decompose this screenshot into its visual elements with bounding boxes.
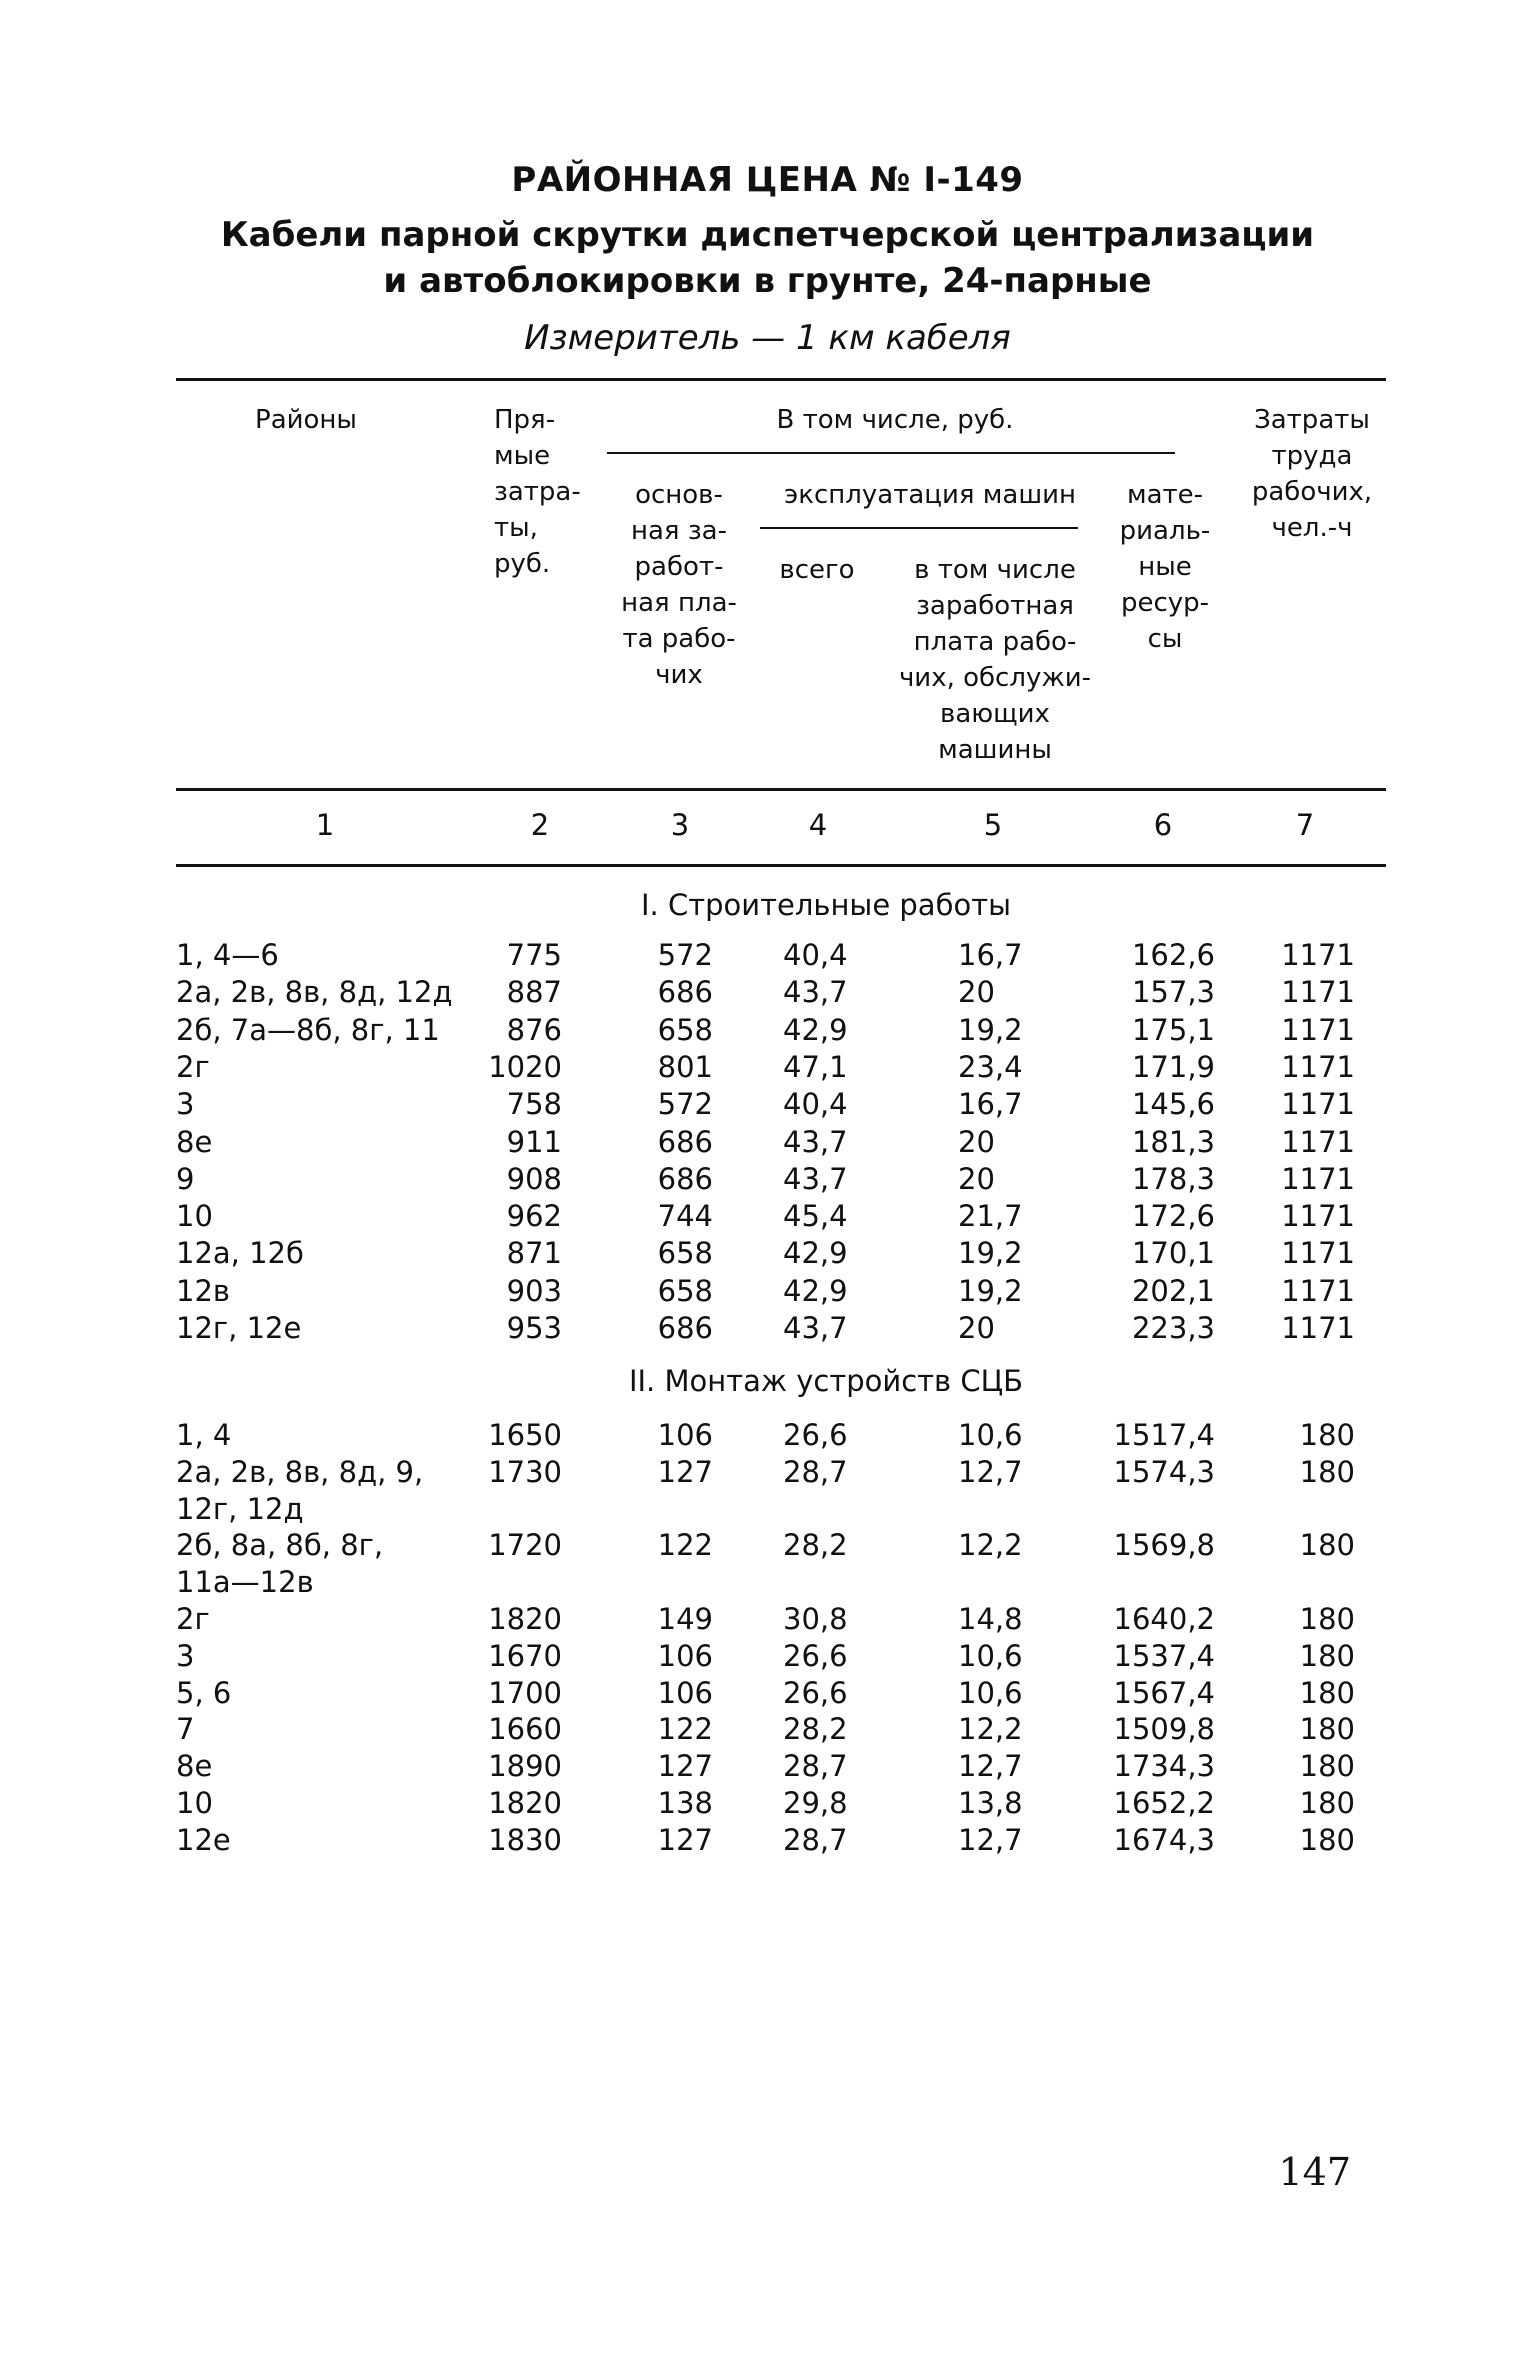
table-cell: 1820 xyxy=(488,1786,562,1820)
table-cell: 180 xyxy=(1299,1712,1355,1747)
table-cell: 171,9 xyxy=(1131,1049,1215,1084)
table-cell: 12,7 xyxy=(958,1749,1023,1784)
table-cell: 911 xyxy=(506,1124,562,1159)
table-cell: 21,7 xyxy=(958,1199,1023,1234)
row-label: 2б, 8а, 8б, 8г, xyxy=(176,1528,384,1563)
table-cell: 658 xyxy=(657,1273,713,1308)
row-label: 2а, 2в, 8в, 8д, 12д xyxy=(176,975,453,1010)
table-cell: 180 xyxy=(1299,1749,1355,1784)
table-cell: 122 xyxy=(657,1712,713,1747)
header-pryamye: Пря- мые затра- ты, руб. xyxy=(494,405,581,579)
header-zatraty: Затраты труда рабочих, чел.-ч xyxy=(1251,405,1373,543)
table-cell: 157,3 xyxy=(1131,975,1215,1010)
table-cell: 744 xyxy=(657,1199,713,1234)
table-cell: 12,7 xyxy=(958,1822,1023,1857)
row-label: 12в xyxy=(176,1273,230,1308)
top-rule xyxy=(176,378,1386,381)
column-number: 6 xyxy=(1153,808,1173,842)
header-osnov: основ- ная за- работ- ная пла- та рабо- чих xyxy=(621,480,737,690)
table-cell: 908 xyxy=(506,1161,562,1196)
table-cell: 180 xyxy=(1299,1786,1355,1820)
table-cell: 16,7 xyxy=(958,1087,1023,1122)
row-label: 2б, 7а—8б, 8г, 11 xyxy=(176,1012,440,1047)
table-cell: 26,6 xyxy=(783,1638,848,1673)
table-cell: 138 xyxy=(657,1786,713,1820)
table-cell: 180 xyxy=(1299,1528,1355,1563)
table-cell: 42,9 xyxy=(783,1273,848,1308)
section2-title: ІІ. Монтаж устройств СЦБ xyxy=(628,1364,1024,1398)
table-cell: 19,2 xyxy=(958,1273,1023,1308)
table-cell: 1517,4 xyxy=(1113,1418,1215,1452)
table-cell: 162,6 xyxy=(1131,938,1215,972)
table-cell: 43,7 xyxy=(783,1161,848,1196)
table-cell: 1734,3 xyxy=(1113,1749,1215,1784)
table-cell: 876 xyxy=(506,1012,562,1047)
row-label: 7 xyxy=(176,1712,195,1747)
table-cell: 42,9 xyxy=(783,1236,848,1271)
table-cell: 1674,3 xyxy=(1113,1822,1215,1857)
table-cell: 127 xyxy=(657,1749,713,1784)
table-cell: 1700 xyxy=(488,1675,562,1710)
column-number: 7 xyxy=(1295,808,1315,842)
table-cell: 180 xyxy=(1299,1822,1355,1857)
table-cell: 26,6 xyxy=(783,1418,848,1452)
table-cell: 1660 xyxy=(488,1712,562,1747)
table-cell: 28,2 xyxy=(783,1528,848,1563)
table-cell: 20 xyxy=(958,1124,995,1159)
table-cell: 953 xyxy=(506,1311,562,1345)
table-cell: 180 xyxy=(1299,1418,1355,1452)
table-cell: 12,7 xyxy=(958,1454,1023,1489)
table-cell: 1890 xyxy=(488,1749,562,1784)
table-cell: 40,4 xyxy=(783,938,848,972)
table-cell: 1171 xyxy=(1281,938,1355,972)
table-cell: 12,2 xyxy=(958,1712,1023,1747)
table-cell: 1730 xyxy=(488,1454,562,1489)
table-cell: 1650 xyxy=(488,1418,562,1452)
row-label: 2г xyxy=(176,1602,210,1636)
row-label: 2а, 2в, 8в, 8д, 9, xyxy=(176,1454,424,1489)
column-number: 2 xyxy=(530,808,550,842)
table-cell: 1670 xyxy=(488,1638,562,1673)
row-label: 12а, 12б xyxy=(176,1236,304,1271)
table-cell: 1171 xyxy=(1281,1311,1355,1345)
table-cell: 145,6 xyxy=(1131,1087,1215,1122)
row-label: 11а—12в xyxy=(176,1565,314,1600)
table-cell: 23,4 xyxy=(958,1049,1023,1084)
table-cell: 45,4 xyxy=(783,1199,848,1234)
section1-title: І. Строительные работы xyxy=(640,888,1011,922)
column-number: 1 xyxy=(315,808,335,842)
table-cell: 175,1 xyxy=(1131,1012,1215,1047)
table-cell: 106 xyxy=(657,1418,713,1452)
table-cell: 106 xyxy=(657,1638,713,1673)
table-cell: 1171 xyxy=(1281,975,1355,1010)
table-cell: 42,9 xyxy=(783,1012,848,1047)
row-label: 8е xyxy=(176,1749,213,1784)
table-cell: 1171 xyxy=(1281,1087,1355,1122)
row-label: 1, 4—6 xyxy=(176,938,279,972)
table-cell: 20 xyxy=(958,1311,995,1345)
row-label: 10 xyxy=(176,1786,213,1820)
table-cell: 1171 xyxy=(1281,1161,1355,1196)
table-cell: 686 xyxy=(657,1311,713,1345)
document-subtitle xyxy=(0,212,1535,304)
table-cell: 10,6 xyxy=(958,1418,1023,1452)
header-mater: мате- риаль- ные ресур- сы xyxy=(1119,480,1211,654)
table-cell: 28,2 xyxy=(783,1712,848,1747)
table-cell: 170,1 xyxy=(1131,1236,1215,1271)
table-cell: 127 xyxy=(657,1822,713,1857)
table-cell: 1640,2 xyxy=(1113,1602,1215,1636)
table-cell: 26,6 xyxy=(783,1675,848,1710)
row-label: 1, 4 xyxy=(176,1418,232,1452)
table-cell: 47,1 xyxy=(783,1049,848,1084)
row-label: 5, 6 xyxy=(176,1675,232,1710)
table-cell: 172,6 xyxy=(1131,1199,1215,1234)
table-cell: 10,6 xyxy=(958,1675,1023,1710)
table-cell: 149 xyxy=(657,1602,713,1636)
table-cell: 14,8 xyxy=(958,1602,1023,1636)
table-cell: 686 xyxy=(657,1161,713,1196)
header-rayony: Районы xyxy=(255,405,357,435)
table-cell: 887 xyxy=(506,975,562,1010)
table-cell: 1171 xyxy=(1281,1199,1355,1234)
table-cell: 686 xyxy=(657,1124,713,1159)
table-cell: 29,8 xyxy=(783,1786,848,1820)
table-cell: 903 xyxy=(506,1273,562,1308)
colnum-bottom-rule xyxy=(176,864,1386,867)
table-cell: 223,3 xyxy=(1131,1311,1215,1345)
table-cell: 658 xyxy=(657,1236,713,1271)
table-cell: 1171 xyxy=(1281,1273,1355,1308)
measure-unit: Измеритель — 1 км кабеля xyxy=(524,318,1011,358)
table-cell: 28,7 xyxy=(783,1749,848,1784)
table-cell: 1171 xyxy=(1281,1049,1355,1084)
table-cell: 12,2 xyxy=(958,1528,1023,1563)
header-bottom-rule xyxy=(176,788,1386,791)
table-cell: 1652,2 xyxy=(1113,1786,1215,1820)
table-cell: 1720 xyxy=(488,1528,562,1563)
header-ekspl: эксплуатация машин xyxy=(783,480,1077,510)
table-cell: 28,7 xyxy=(783,1454,848,1489)
table-cell: 775 xyxy=(506,938,562,972)
table-cell: 180 xyxy=(1299,1602,1355,1636)
table-cell: 43,7 xyxy=(783,975,848,1010)
table-cell: 1171 xyxy=(1281,1012,1355,1047)
table-cell: 106 xyxy=(657,1675,713,1710)
table-cell: 202,1 xyxy=(1131,1273,1215,1308)
page-number: 147 xyxy=(1278,2150,1351,2194)
header-vtom-rule xyxy=(607,452,1175,454)
table-cell: 127 xyxy=(657,1454,713,1489)
subtitle-line-2: и автоблокировки в грунте, 24-парные xyxy=(383,261,1152,301)
row-label: 8е xyxy=(176,1124,213,1159)
table-cell: 180 xyxy=(1299,1638,1355,1673)
table-cell: 572 xyxy=(657,1087,713,1122)
table-cell: 180 xyxy=(1299,1675,1355,1710)
table-cell: 16,7 xyxy=(958,938,1023,972)
table-cell: 758 xyxy=(506,1087,562,1122)
row-label: 3 xyxy=(176,1638,195,1673)
table-cell: 1171 xyxy=(1281,1236,1355,1271)
header-vtomchisle: в том числе заработная плата рабо- чих, обслужи- вающих машины xyxy=(898,555,1092,765)
row-label: 2г xyxy=(176,1049,210,1084)
table-cell: 43,7 xyxy=(783,1124,848,1159)
table-cell: 1171 xyxy=(1281,1124,1355,1159)
document-title: РАЙОННАЯ ЦЕНА № І-149 xyxy=(511,160,1024,200)
table-cell: 28,7 xyxy=(783,1822,848,1857)
table-cell: 801 xyxy=(657,1049,713,1084)
table-cell: 122 xyxy=(657,1528,713,1563)
row-label: 12г, 12е xyxy=(176,1311,302,1345)
table-cell: 1569,8 xyxy=(1113,1528,1215,1563)
column-number: 5 xyxy=(983,808,1003,842)
table-cell: 40,4 xyxy=(783,1087,848,1122)
row-label: 12г, 12д xyxy=(176,1491,304,1526)
column-number: 3 xyxy=(670,808,690,842)
table-cell: 1020 xyxy=(488,1049,562,1084)
subtitle-line-1: Кабели парной скрутки диспетчерской централизации xyxy=(220,215,1315,255)
table-cell: 10,6 xyxy=(958,1638,1023,1673)
table-cell: 686 xyxy=(657,975,713,1010)
table-cell: 1509,8 xyxy=(1113,1712,1215,1747)
table-cell: 19,2 xyxy=(958,1012,1023,1047)
table-cell: 181,3 xyxy=(1131,1124,1215,1159)
row-label: 10 xyxy=(176,1199,213,1234)
table-cell: 1820 xyxy=(488,1602,562,1636)
header-vsego: всего xyxy=(779,555,855,585)
row-label: 3 xyxy=(176,1087,195,1122)
table-cell: 1567,4 xyxy=(1113,1675,1215,1710)
table-cell: 19,2 xyxy=(958,1236,1023,1271)
table-cell: 20 xyxy=(958,975,995,1010)
table-cell: 180 xyxy=(1299,1454,1355,1489)
column-number: 4 xyxy=(808,808,828,842)
table-cell: 43,7 xyxy=(783,1311,848,1345)
table-cell: 13,8 xyxy=(958,1786,1023,1820)
row-label: 12е xyxy=(176,1822,231,1857)
table-cell: 1537,4 xyxy=(1113,1638,1215,1673)
table-cell: 178,3 xyxy=(1131,1161,1215,1196)
table-cell: 30,8 xyxy=(783,1602,848,1636)
header-vtom: В том числе, руб. xyxy=(776,405,1014,435)
header-ekspl-rule xyxy=(760,527,1078,529)
table-cell: 658 xyxy=(657,1012,713,1047)
table-cell: 20 xyxy=(958,1161,995,1196)
table-cell: 871 xyxy=(506,1236,562,1271)
table-cell: 962 xyxy=(506,1199,562,1234)
table-cell: 572 xyxy=(657,938,713,972)
table-cell: 1830 xyxy=(488,1822,562,1857)
table-cell: 1574,3 xyxy=(1113,1454,1215,1489)
row-label: 9 xyxy=(176,1161,195,1196)
